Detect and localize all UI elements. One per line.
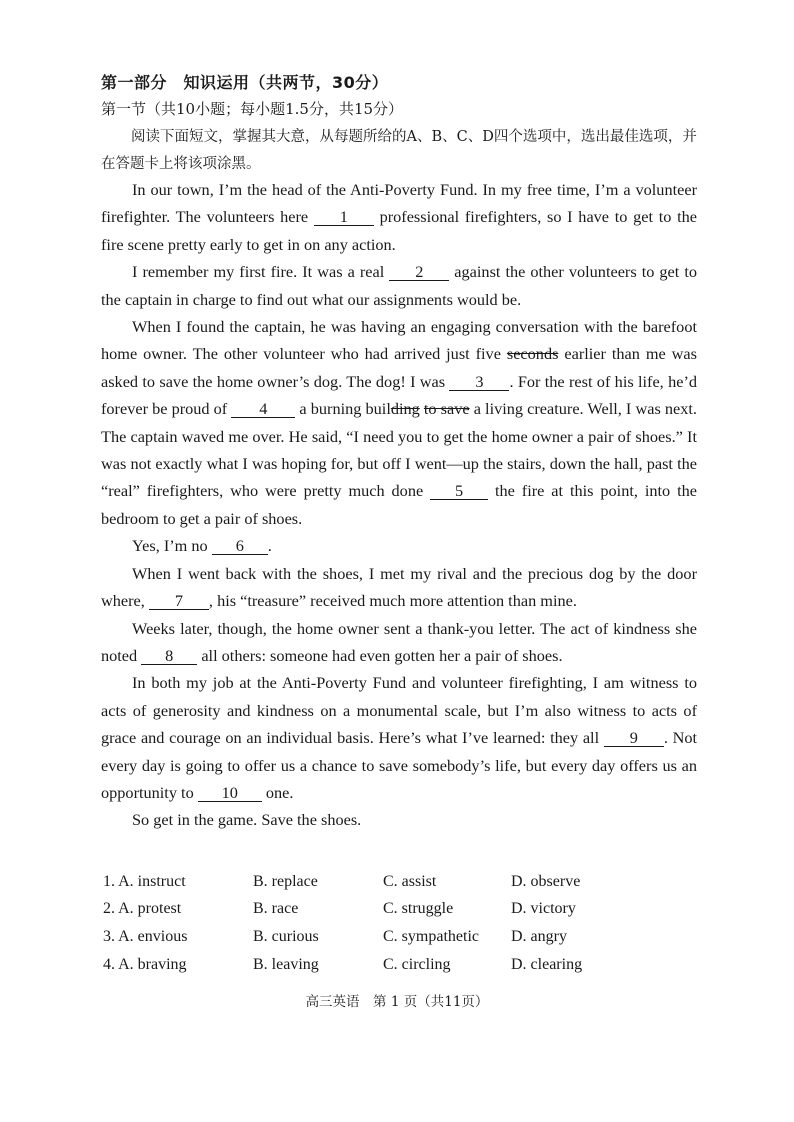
text: In our town, I’m the head of the Anti-Poverty Fund. In my free time, I’m a volunteer firefighter. The volunteers here xyxy=(101,180,697,227)
paragraph-4 xyxy=(101,532,697,559)
text: the fire at this point, into the bedroom to get a pair of shoes. xyxy=(101,481,697,528)
option-d: D. victory xyxy=(511,900,576,918)
paragraph-1 xyxy=(101,176,697,258)
option-c: C. assist xyxy=(383,872,437,890)
option-row-4 xyxy=(103,951,641,979)
paragraph-2 xyxy=(101,258,697,313)
option-d: D. angry xyxy=(511,927,567,945)
text: . Not every day is going to offer us a chance to save somebody’s life, but every day offers us an opportunity to xyxy=(101,728,698,802)
blank-4: 4 xyxy=(231,401,295,418)
option-a: 2. A. protest xyxy=(103,900,182,918)
answer-options xyxy=(103,868,641,978)
blank-10: 10 xyxy=(198,785,262,802)
option-b: B. curious xyxy=(253,927,319,945)
page-footer: 高三英语 第 1 页（共11页） xyxy=(305,994,489,1010)
option-b: B. leaving xyxy=(253,955,319,973)
option-row-3 xyxy=(103,923,641,951)
blank-7: 7 xyxy=(149,593,209,610)
text: In both my job at the Anti-Poverty Fund and volunteer firefighting, I am witness to acts of generosity and kindness on a monumental scale, but I’m also witness to acts of grace and courage on an individual basis. Here’s what I’ve learned: they all xyxy=(101,673,697,748)
section-title: 第一节（共10小题；每小题1.5分，共15分） xyxy=(101,100,404,118)
blank-5: 5 xyxy=(430,483,488,500)
option-d: D. clearing xyxy=(511,955,583,973)
option-d: D. observe xyxy=(511,872,581,890)
option-b: B. race xyxy=(253,900,299,918)
text: all others: someone had even gotten her a pair of shoes. xyxy=(197,645,563,665)
option-row-1 xyxy=(103,868,641,896)
text: earlier than me was asked to save the home owner’s dog. The dog! I was xyxy=(101,344,697,391)
struck-text: to save xyxy=(423,399,470,419)
paragraph-8: So get in the game. Save the shoes. xyxy=(132,810,362,830)
text: a burning buil xyxy=(295,399,391,419)
text: Weeks later, though, the home owner sent a thank-you letter. The act of kindness she noted xyxy=(101,618,697,665)
part-title: 第一部分 知识运用（共两节，30分） xyxy=(101,73,389,92)
option-row-2 xyxy=(103,896,641,924)
text: When I found the captain, he was having an engaging conversation with the barefoot home owner. The other volunteer who had arrived just five xyxy=(101,317,697,364)
text: one. xyxy=(261,782,294,802)
text: against the other volunteers to get to the captain in charge to find out what our assignments would be. xyxy=(101,262,697,309)
text: professional firefighters, so I have to get to the fire scene pretty early to get in on any action. xyxy=(101,207,697,254)
option-b: B. replace xyxy=(253,872,318,890)
option-a: 3. A. envious xyxy=(103,927,188,945)
blank-3: 3 xyxy=(449,374,509,391)
option-c: C. sympathetic xyxy=(383,927,479,945)
blank-6: 6 xyxy=(212,538,268,555)
paragraph-5 xyxy=(101,560,697,615)
blank-1: 1 xyxy=(314,209,374,226)
text: a living creature. Well, I was next. The captain waved me over. He said, “I need you to get the home owner a pair of shoes.” It was not exactly what I was hoping for, but off I went—up the stairs, down the hall, past the “real” firefighters, who were pretty much done xyxy=(101,399,697,501)
instructions: 阅读下面短文，掌握其大意，从每题所给的A、B、C、D四个选项中，选出最佳选项，并在答题卡上将该项涂黑。 xyxy=(101,129,697,172)
struck-text: ding xyxy=(390,399,420,419)
option-a: 1. A. instruct xyxy=(103,872,186,890)
paragraph-3 xyxy=(101,313,697,532)
option-c: C. struggle xyxy=(383,900,454,918)
paragraph-7 xyxy=(101,669,697,806)
option-a: 4. A. braving xyxy=(103,955,187,973)
text: I remember my first fire. It was a real xyxy=(132,262,390,282)
paragraph-6 xyxy=(101,615,697,670)
blank-9: 9 xyxy=(604,730,664,747)
text: . For the rest of his life, he’d forever be proud of xyxy=(101,371,698,419)
text: . xyxy=(267,536,272,556)
option-c: C. circling xyxy=(383,955,451,973)
text: , his “treasure” received much more attention than mine. xyxy=(208,591,577,611)
text: When I went back with the shoes, I met my rival and the precious dog by the door where, xyxy=(101,563,697,611)
blank-2: 2 xyxy=(389,264,449,281)
text: Yes, I’m no xyxy=(132,536,212,556)
blank-8: 8 xyxy=(141,648,197,665)
passage xyxy=(101,176,697,834)
struck-text: seconds xyxy=(506,344,559,364)
